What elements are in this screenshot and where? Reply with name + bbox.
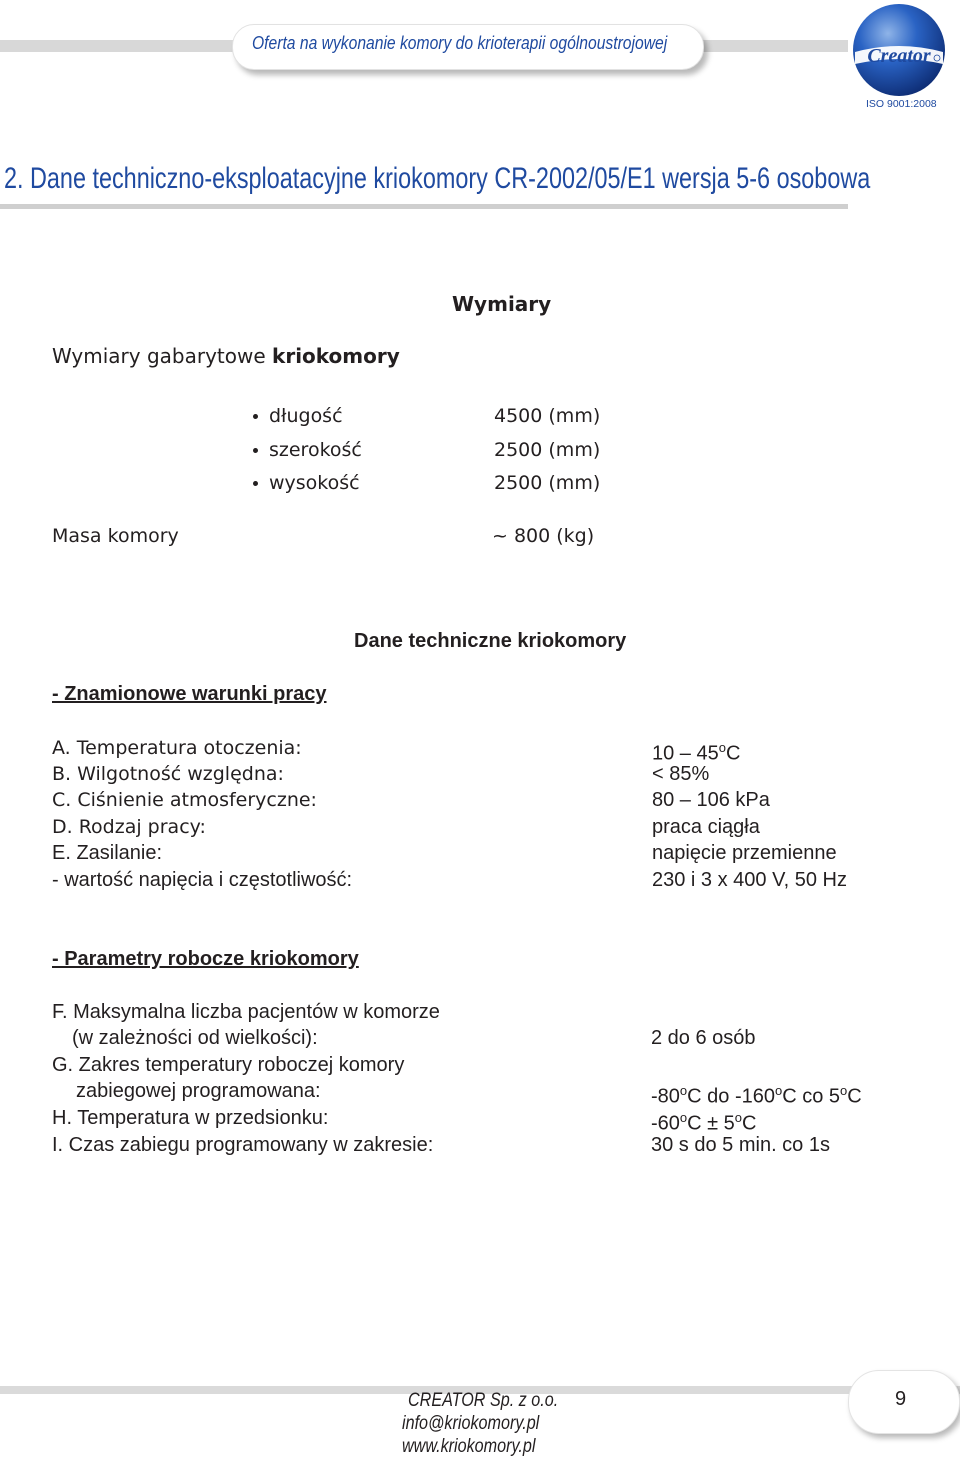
- bullet-dot: [253, 448, 258, 453]
- section-title: 2. Dane techniczno-eksploatacyjne kriokomory CR-2002/05/E1 wersja 5-6 osobowa: [4, 162, 871, 195]
- nominal-label-d: D. Rodzaj pracy:: [52, 816, 206, 838]
- nominal-label-b: B. Wilgotność względna:: [52, 763, 284, 785]
- dimension-label-height: wysokość: [269, 472, 360, 494]
- working-value-g: -80$^o$C do -160$^o$C co 5$^o$C: [651, 1083, 862, 1108]
- header-title: Oferta na wykonanie komory do krioterapii ogólnoustrojowej: [252, 33, 668, 53]
- dimension-value-length: 4500 (mm): [494, 405, 601, 427]
- dimensions-intro-text: Wymiary gabarytowe: [52, 344, 273, 368]
- working-value-f: 2 do 6 osób: [651, 1027, 756, 1049]
- working-heading: - Parametry robocze kriokomory: [52, 948, 359, 970]
- dimension-label-length: długość: [269, 405, 343, 427]
- working-value-h: $-60^oC \pm 5^oC$: [651, 1110, 757, 1135]
- nominal-label-c: C. Ciśnienie atmosferyczne:: [52, 789, 317, 811]
- dimensions-intro: [52, 344, 400, 368]
- dimension-value-height: 2500 (mm): [494, 472, 601, 494]
- nominal-value-b: < 85%: [652, 763, 710, 785]
- nominal-value-e: napięcie przemienne: [652, 842, 837, 864]
- nominal-label-a: A. Temperatura otoczenia:: [52, 737, 302, 759]
- creator-logo: [851, 2, 947, 98]
- working-label-g2: zabiegowej programowana:: [76, 1080, 321, 1102]
- footer-website[interactable]: www.kriokomory.pl: [402, 1436, 536, 1457]
- iso-label: ISO 9001:2008: [866, 98, 937, 110]
- nominal-label-e: E. Zasilanie:: [52, 842, 163, 864]
- tech-heading: Dane techniczne kriokomory: [354, 630, 627, 652]
- nominal-value-c: 80 – 106 kPa: [652, 789, 770, 811]
- mass-value: ~ 800 (kg): [492, 525, 595, 547]
- nominal-value-voltage: 230 i 3 x 400 V, 50 Hz: [652, 869, 847, 891]
- title-underline: [0, 204, 848, 209]
- mass-label: Masa komory: [52, 525, 179, 547]
- page-number: 9: [895, 1388, 907, 1410]
- footer-company: CREATOR Sp. z o.o.: [408, 1390, 559, 1411]
- nominal-value-a: 10 – 45$^o$C: [652, 740, 741, 765]
- bullet-dot: [253, 481, 258, 486]
- working-value-i: 30 s do 5 min. co 1s: [651, 1134, 830, 1156]
- logo-text: Creator: [867, 45, 931, 67]
- working-label-i: I. Czas zabiegu programowany w zakresie:: [52, 1134, 434, 1156]
- nominal-heading: - Znamionowe warunki pracy: [52, 683, 327, 705]
- working-label-f2: (w zależności od wielkości):: [72, 1027, 318, 1049]
- dimensions-intro-bold: kriokomory: [272, 344, 400, 368]
- nominal-label-voltage: - wartość napięcia i częstotliwość:: [52, 869, 353, 891]
- footer-email[interactable]: info@kriokomory.pl: [402, 1413, 540, 1434]
- working-label-h: H. Temperatura w przedsionku:: [52, 1107, 329, 1129]
- working-label-g: G. Zakres temperatury roboczej komory: [52, 1054, 405, 1076]
- dimension-value-width: 2500 (mm): [494, 439, 601, 461]
- bullet-dot: [253, 414, 258, 419]
- dimension-label-width: szerokość: [269, 439, 362, 461]
- nominal-value-d: praca ciągła: [652, 816, 760, 838]
- working-label-f: F. Maksymalna liczba pacjentów w komorze: [52, 1001, 440, 1023]
- dimensions-heading: Wymiary: [452, 292, 552, 316]
